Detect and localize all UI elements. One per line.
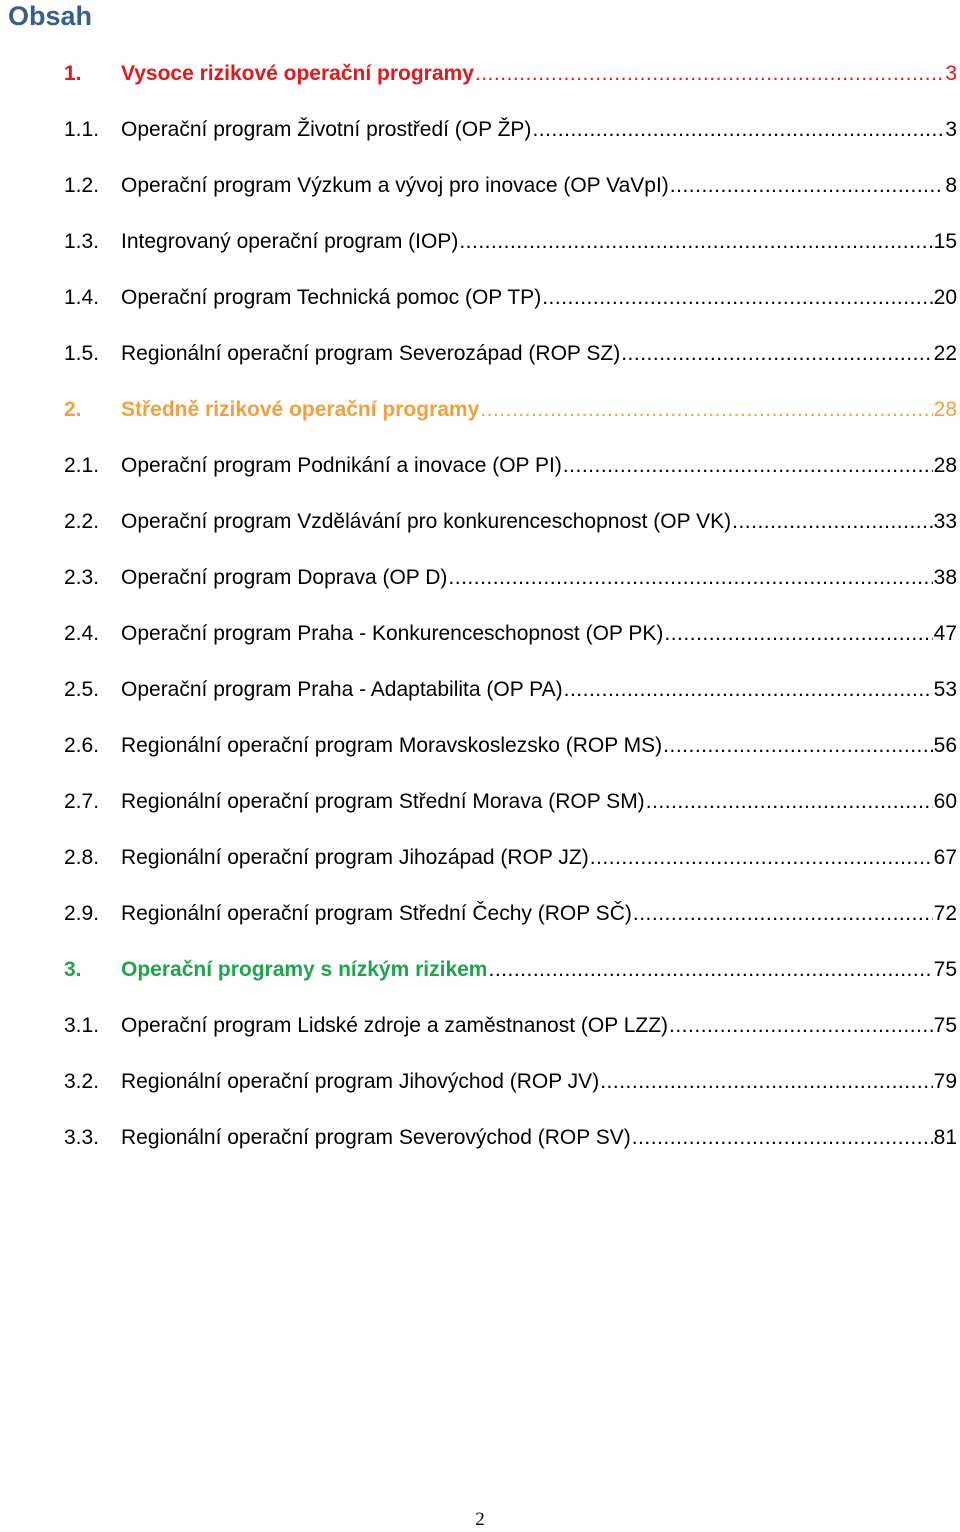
toc-number: 2.6.	[64, 734, 100, 757]
page-number: 2	[475, 1509, 485, 1530]
toc-title: Středně rizikové operační programy	[121, 398, 480, 421]
toc-number: 1.1.	[64, 118, 100, 141]
toc-page-number: 72	[933, 902, 957, 925]
toc-page-number: 56	[933, 734, 957, 757]
toc-title: Operační program Doprava (OP D)	[121, 566, 448, 589]
toc-page-number: 75	[933, 1014, 957, 1037]
toc-entry-1-5[interactable]	[64, 326, 957, 382]
toc-dot-leader	[488, 942, 932, 998]
toc-number: 3.1.	[64, 1014, 100, 1037]
toc-title: Operační program Životní prostředí (OP ŽP)	[121, 118, 532, 141]
toc-dot-leader	[732, 494, 933, 550]
toc-number: 1.5.	[64, 342, 100, 365]
toc-title: Operační program Praha - Konkurenceschopnost (OP PK)	[121, 622, 664, 645]
toc-entry-2-8[interactable]	[64, 830, 957, 886]
toc-entry-2-5[interactable]	[64, 662, 957, 718]
toc-dot-leader	[664, 606, 932, 662]
toc-entry-1-3[interactable]	[64, 214, 957, 270]
toc-title: Regionální operační program Jihovýchod (ROP JV)	[121, 1070, 600, 1093]
toc-entry-2-9[interactable]	[64, 886, 957, 942]
toc-entry-1-2[interactable]	[64, 158, 957, 214]
toc-number: 2.3.	[64, 566, 100, 589]
toc-title: Operační program Vzdělávání pro konkurenceschopnost (OP VK)	[121, 510, 732, 533]
toc-entry-2[interactable]	[64, 382, 957, 438]
toc-title: Regionální operační program Střední Morava (ROP SM)	[121, 790, 645, 813]
page-title: Obsah	[8, 1, 93, 31]
toc-dot-leader	[448, 550, 932, 606]
toc-title: Operační program Lidské zdroje a zaměstnanost (OP LZZ)	[121, 1014, 669, 1037]
toc-dot-leader	[663, 718, 932, 774]
toc-dot-leader	[646, 774, 933, 830]
toc-entry-2-7[interactable]	[64, 774, 957, 830]
toc-entry-1[interactable]	[64, 46, 957, 102]
toc-number: 1.3.	[64, 230, 100, 253]
toc-page-number: 60	[933, 790, 957, 813]
toc-title: Operační program Technická pomoc (OP TP)	[121, 286, 542, 309]
toc-title: Integrovaný operační program (IOP)	[121, 230, 459, 253]
toc-dot-leader	[600, 1054, 932, 1110]
toc-entry-2-1[interactable]	[64, 438, 957, 494]
toc-title: Operační programy s nízkým rizikem	[121, 958, 488, 981]
toc-page-number: 47	[933, 622, 957, 645]
toc-title: Operační program Podnikání a inovace (OP PI)	[121, 454, 562, 477]
toc-entry-2-2[interactable]	[64, 494, 957, 550]
toc-page-number: 38	[933, 566, 957, 589]
toc-page-number: 20	[933, 286, 957, 309]
toc-page-number: 28	[933, 454, 957, 477]
toc-entry-1-1[interactable]	[64, 102, 957, 158]
toc-number: 2.8.	[64, 846, 100, 869]
toc-entry-2-6[interactable]	[64, 718, 957, 774]
toc-page-number: 79	[933, 1070, 957, 1093]
toc-dot-leader	[590, 830, 933, 886]
toc-page-number: 28	[933, 398, 957, 421]
toc-title: Regionální operační program Střední Čechy (ROP SČ)	[121, 902, 632, 925]
toc-entry-2-4[interactable]	[64, 606, 957, 662]
toc-title: Vysoce rizikové operační programy	[121, 62, 474, 85]
toc-page-number: 3	[945, 62, 957, 85]
toc-number: 3.	[64, 958, 82, 981]
toc-page-number: 67	[933, 846, 957, 869]
toc-number: 2.9.	[64, 902, 100, 925]
toc-number: 1.	[64, 62, 82, 85]
toc-number: 2.1.	[64, 454, 100, 477]
toc-page-number: 33	[933, 510, 957, 533]
toc-number: 3.3.	[64, 1126, 100, 1149]
toc-dot-leader	[475, 46, 944, 102]
toc-entry-3-1[interactable]	[64, 998, 957, 1054]
toc-page-number: 53	[933, 678, 957, 701]
toc-dot-leader	[670, 158, 945, 214]
toc-number: 2.7.	[64, 790, 100, 813]
toc-title: Regionální operační program Moravskoslezsko (ROP MS)	[121, 734, 663, 757]
toc-dot-leader	[563, 438, 933, 494]
toc-page-number: 22	[933, 342, 957, 365]
toc-entry-2-3[interactable]	[64, 550, 957, 606]
toc-dot-leader	[480, 382, 932, 438]
toc-page-number: 15	[933, 230, 957, 253]
toc-page-number: 75	[933, 958, 957, 981]
toc-number: 3.2.	[64, 1070, 100, 1093]
toc-number: 2.	[64, 398, 82, 421]
toc-dot-leader	[542, 270, 932, 326]
toc-number: 2.4.	[64, 622, 100, 645]
toc-dot-leader	[459, 214, 932, 270]
toc-number: 1.4.	[64, 286, 100, 309]
toc-number: 2.5.	[64, 678, 100, 701]
toc-title: Operační program Praha - Adaptabilita (OP PA)	[121, 678, 563, 701]
toc-dot-leader	[669, 998, 933, 1054]
table-of-contents	[64, 46, 957, 1166]
toc-dot-leader	[621, 326, 932, 382]
toc-title: Operační program Výzkum a vývoj pro inovace (OP VaVpI)	[121, 174, 669, 197]
toc-title: Regionální operační program Severozápad (ROP SZ)	[121, 342, 621, 365]
toc-number: 2.2.	[64, 510, 100, 533]
toc-entry-3-2[interactable]	[64, 1054, 957, 1110]
toc-title: Regionální operační program Jihozápad (ROP JZ)	[121, 846, 589, 869]
toc-entry-3-3[interactable]	[64, 1110, 957, 1166]
toc-title: Regionální operační program Severovýchod (ROP SV)	[121, 1126, 631, 1149]
toc-page-number: 3	[945, 118, 957, 141]
toc-dot-leader	[633, 886, 933, 942]
toc-entry-3[interactable]	[64, 942, 957, 998]
toc-dot-leader	[532, 102, 944, 158]
toc-number: 1.2.	[64, 174, 100, 197]
toc-entry-1-4[interactable]	[64, 270, 957, 326]
toc-page-number: 8	[945, 174, 957, 197]
toc-page-number: 81	[933, 1126, 957, 1149]
toc-dot-leader	[632, 1110, 933, 1166]
toc-dot-leader	[564, 662, 933, 718]
